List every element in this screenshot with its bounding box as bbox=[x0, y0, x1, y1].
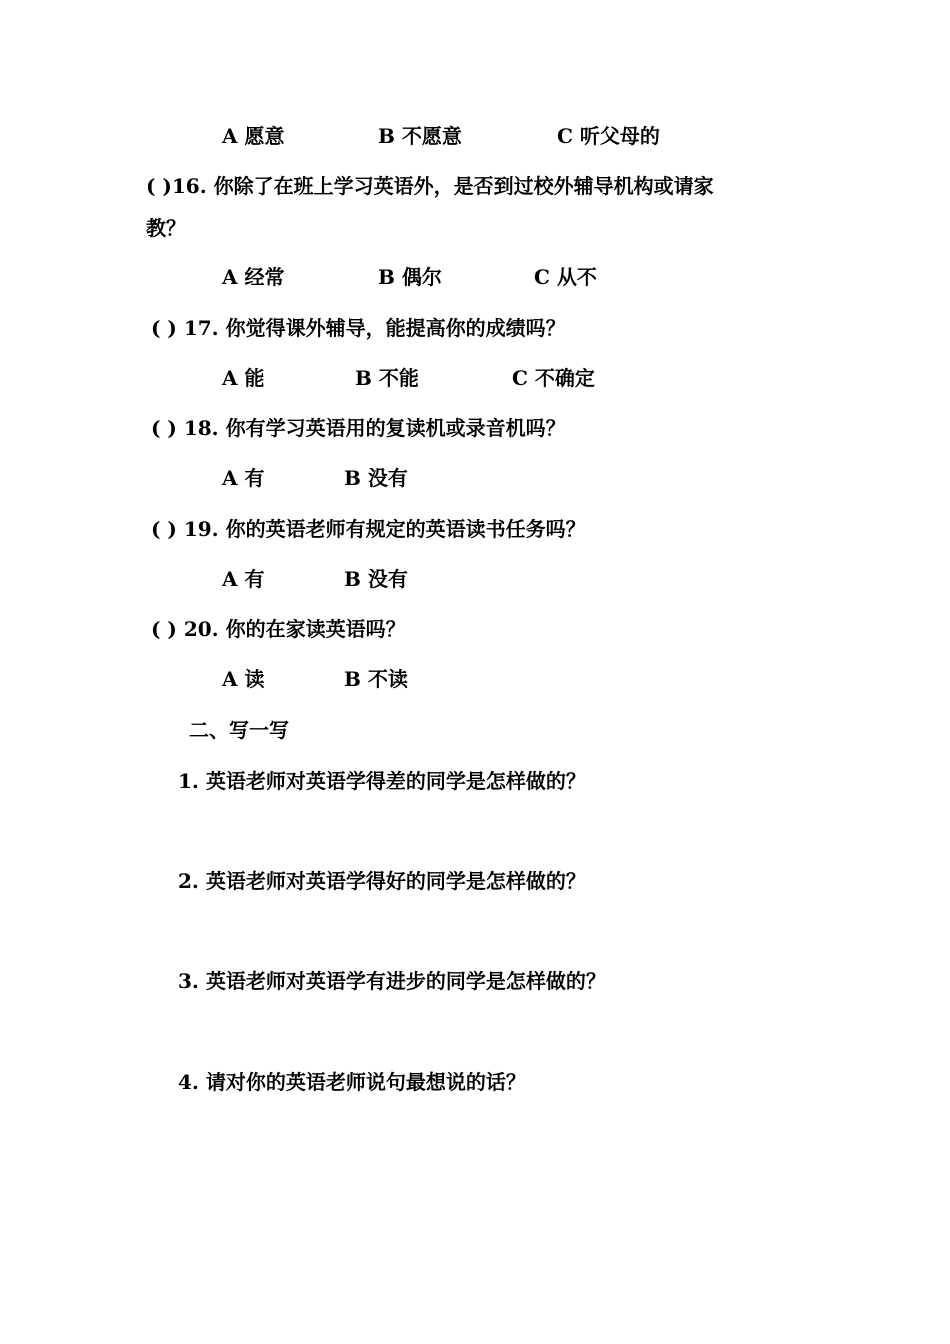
q16-option-c: C 从不 bbox=[534, 265, 597, 289]
q16-text-line2: 教？ bbox=[146, 216, 186, 240]
q17-option-c: C 不确定 bbox=[512, 366, 595, 390]
q18-option-a: A 有 bbox=[222, 466, 265, 490]
q20-option-a: A 读 bbox=[222, 667, 265, 691]
q15-option-a: A 愿意 bbox=[222, 124, 285, 148]
write-item-1: 1. 英语老师对英语学得差的同学是怎样做的？ bbox=[178, 769, 586, 793]
q19-option-a: A 有 bbox=[222, 567, 265, 591]
q18-option-b: B 没有 bbox=[344, 466, 408, 490]
write-item-4: 4. 请对你的英语老师说句最想说的话？ bbox=[178, 1070, 526, 1094]
q16-option-b: B 偶尔 bbox=[378, 265, 442, 289]
q15-option-b: B 不愿意 bbox=[378, 124, 462, 148]
q19-option-b: B 没有 bbox=[344, 567, 408, 591]
q16-option-a: A 经常 bbox=[222, 265, 285, 289]
write-item-3: 3. 英语老师对英语学有进步的同学是怎样做的？ bbox=[178, 969, 606, 993]
q20-text: ( ) 20. 你的在家读英语吗？ bbox=[151, 617, 406, 641]
q15-option-c: C 听父母的 bbox=[557, 124, 660, 148]
q17-option-a: A 能 bbox=[222, 366, 265, 390]
q16-text-line1: ( )16. 你除了在班上学习英语外，是否到过校外辅导机构或请家 bbox=[146, 174, 714, 198]
write-item-2: 2. 英语老师对英语学得好的同学是怎样做的？ bbox=[178, 869, 586, 893]
q19-text: ( ) 19. 你的英语老师有规定的英语读书任务吗？ bbox=[151, 517, 586, 541]
section-heading: 二、写一写 bbox=[189, 718, 289, 742]
q18-text: ( ) 18. 你有学习英语用的复读机或录音机吗？ bbox=[151, 416, 566, 440]
q17-text: ( ) 17. 你觉得课外辅导，能提高你的成绩吗？ bbox=[151, 316, 566, 340]
q20-option-b: B 不读 bbox=[344, 667, 408, 691]
q17-option-b: B 不能 bbox=[355, 366, 419, 390]
